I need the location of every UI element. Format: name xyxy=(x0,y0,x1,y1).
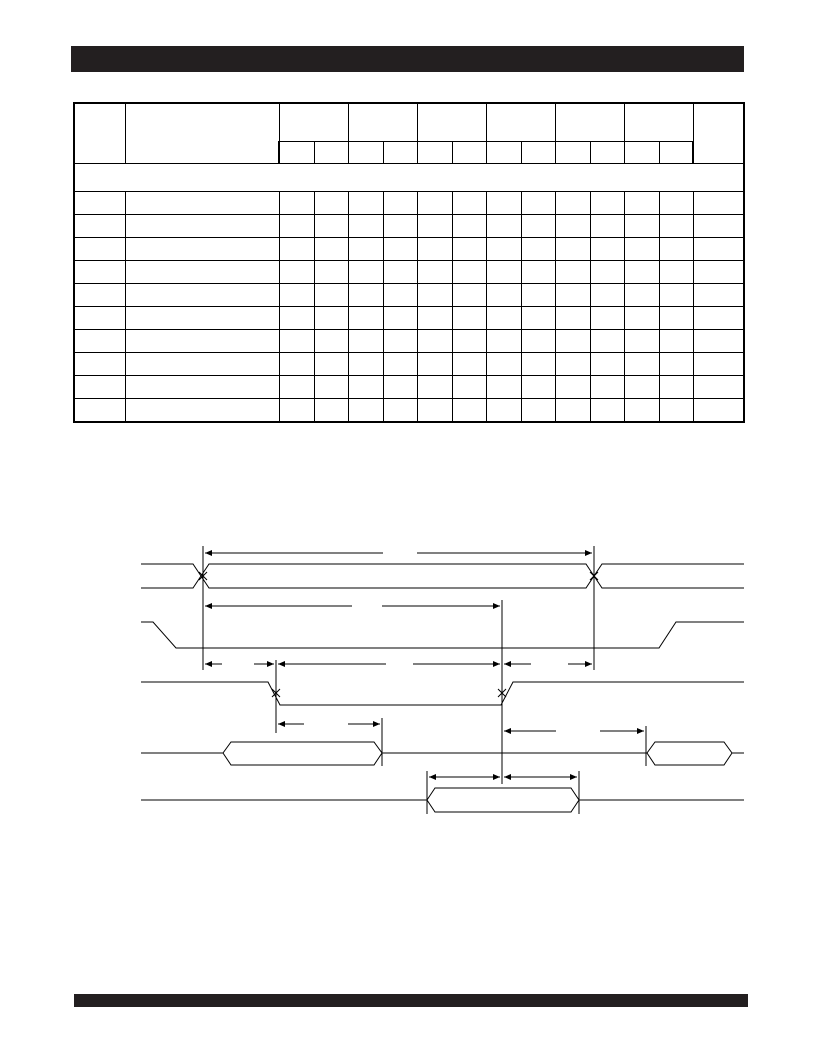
write-enable-signal xyxy=(141,682,744,705)
chip-enable-signal xyxy=(141,622,744,648)
transition-markers xyxy=(199,572,598,697)
data-in-signal xyxy=(141,788,744,812)
footer-band xyxy=(74,994,748,1007)
address-signal xyxy=(141,564,744,588)
data-out-signal xyxy=(141,742,744,765)
timing-arrows xyxy=(205,550,644,780)
reference-lines xyxy=(203,546,646,814)
